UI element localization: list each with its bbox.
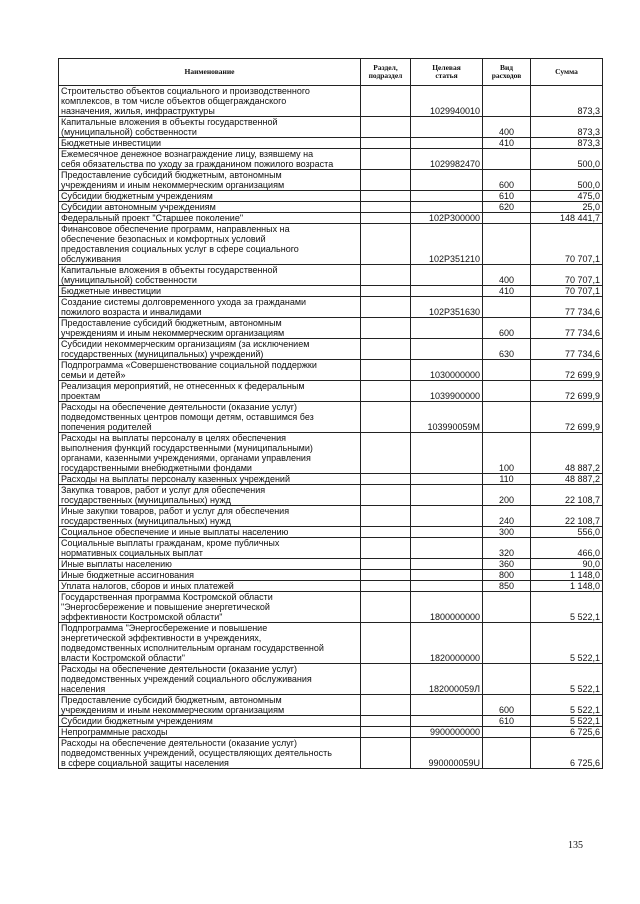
cell-kind [483, 738, 531, 769]
cell-name: Закупка товаров, работ и услуг для обеспечения государственных (муниципальных) нужд [59, 485, 361, 506]
cell-section [361, 297, 411, 318]
cell-sum: 5 522,1 [531, 623, 603, 664]
cell-kind [483, 297, 531, 318]
cell-name: Подпрограмма "Энергосбережение и повышение энергетической эффективности в учреждениях, подведомственных исполнительным органам государственной власти Костромской области" [59, 623, 361, 664]
cell-kind [483, 360, 531, 381]
cell-section [361, 485, 411, 506]
cell-name: Бюджетные инвестиции [59, 138, 361, 149]
cell-kind: 620 [483, 202, 531, 213]
cell-kind [483, 224, 531, 265]
cell-kind: 400 [483, 117, 531, 138]
cell-sum: 90,0 [531, 559, 603, 570]
table-row [59, 527, 603, 538]
table-row [59, 570, 603, 581]
cell-name: Расходы на выплаты персоналу в целях обеспечения выполнения функций государственными (муниципальными) органами, казенными учреждениями, органами управления государственными внебюджетными фондами [59, 433, 361, 474]
table-row [59, 559, 603, 570]
table-row [59, 202, 603, 213]
cell-kind: 600 [483, 695, 531, 716]
cell-name: Иные выплаты населению [59, 559, 361, 570]
cell-kind: 600 [483, 170, 531, 191]
cell-target: 1039900000 [411, 381, 483, 402]
cell-sum: 148 441,7 [531, 213, 603, 224]
cell-sum: 1 148,0 [531, 581, 603, 592]
cell-sum: 500,0 [531, 170, 603, 191]
cell-kind [483, 213, 531, 224]
table-row [59, 738, 603, 769]
cell-sum: 1 148,0 [531, 570, 603, 581]
cell-name: Субсидии бюджетным учреждениям [59, 716, 361, 727]
cell-name: Предоставление субсидий бюджетным, автономным учреждениям и иным некоммерческим организациям [59, 318, 361, 339]
cell-section [361, 538, 411, 559]
cell-name: Субсидии некоммерческим организациям (за исключением государственных (муниципальных) учреждений) [59, 339, 361, 360]
cell-section [361, 149, 411, 170]
cell-sum: 466,0 [531, 538, 603, 559]
table-header-row [59, 59, 603, 86]
cell-target [411, 191, 483, 202]
cell-kind [483, 623, 531, 664]
cell-target [411, 559, 483, 570]
cell-target [411, 570, 483, 581]
cell-kind: 600 [483, 318, 531, 339]
cell-target [411, 202, 483, 213]
cell-target [411, 170, 483, 191]
cell-target [411, 117, 483, 138]
table-row [59, 224, 603, 265]
table-row [59, 592, 603, 623]
cell-name: Непрограммные расходы [59, 727, 361, 738]
cell-name: Строительство объектов социального и производственного комплексов, в том числе объектов общегражданского назначения, жилья, инфраструктуры [59, 86, 361, 117]
table-row [59, 695, 603, 716]
table-row [59, 623, 603, 664]
table-row [59, 381, 603, 402]
table-row [59, 339, 603, 360]
cell-sum: 5 522,1 [531, 592, 603, 623]
cell-section [361, 318, 411, 339]
cell-name: Ежемесячное денежное вознаграждение лицу, взявшему на себя обязательства по уходу за гражданином пожилого возраста [59, 149, 361, 170]
table-row [59, 485, 603, 506]
table-row [59, 138, 603, 149]
cell-section [361, 506, 411, 527]
cell-section [361, 360, 411, 381]
cell-section [361, 339, 411, 360]
cell-section [361, 117, 411, 138]
cell-name: Создание системы долговременного ухода за гражданами пожилого возраста и инвалидами [59, 297, 361, 318]
table-row [59, 191, 603, 202]
cell-section [361, 559, 411, 570]
cell-name: Иные закупки товаров, работ и услуг для обеспечения государственных (муниципальных) нужд [59, 506, 361, 527]
table-row [59, 716, 603, 727]
cell-section [361, 592, 411, 623]
cell-target [411, 265, 483, 286]
cell-section [361, 170, 411, 191]
cell-kind [483, 402, 531, 433]
cell-target [411, 474, 483, 485]
table-row [59, 402, 603, 433]
cell-sum: 22 108,7 [531, 485, 603, 506]
cell-target [411, 506, 483, 527]
cell-name: Государственная программа Костромской области "Энергосбережение и повышение энергетической эффективности Костромской области" [59, 592, 361, 623]
cell-target [411, 716, 483, 727]
cell-sum: 6 725,6 [531, 727, 603, 738]
cell-target: 1029940010 [411, 86, 483, 117]
cell-target [411, 538, 483, 559]
cell-section [361, 286, 411, 297]
cell-target [411, 318, 483, 339]
cell-sum: 5 522,1 [531, 664, 603, 695]
cell-section [361, 664, 411, 695]
cell-kind: 200 [483, 485, 531, 506]
cell-target [411, 433, 483, 474]
page-number: 135 [568, 840, 583, 851]
cell-target: 182000059Л [411, 664, 483, 695]
cell-kind: 320 [483, 538, 531, 559]
cell-kind [483, 592, 531, 623]
table-row [59, 727, 603, 738]
cell-sum: 72 699,9 [531, 360, 603, 381]
cell-sum: 77 734,6 [531, 318, 603, 339]
cell-sum: 5 522,1 [531, 716, 603, 727]
cell-kind [483, 86, 531, 117]
table-row [59, 318, 603, 339]
cell-target [411, 581, 483, 592]
table-row [59, 506, 603, 527]
cell-target: 1800000000 [411, 592, 483, 623]
cell-section [361, 381, 411, 402]
budget-table [58, 58, 603, 769]
cell-kind: 610 [483, 716, 531, 727]
cell-sum: 70 707,1 [531, 286, 603, 297]
cell-sum: 48 887,2 [531, 474, 603, 485]
cell-name: Бюджетные инвестиции [59, 286, 361, 297]
cell-target: 990000059U [411, 738, 483, 769]
cell-target: 1820000000 [411, 623, 483, 664]
cell-section [361, 474, 411, 485]
cell-name: Расходы на обеспечение деятельности (оказание услуг) подведомственных центров помощи детям, оставшимся без попечения родителей [59, 402, 361, 433]
cell-section [361, 191, 411, 202]
cell-section [361, 213, 411, 224]
cell-kind: 300 [483, 527, 531, 538]
table-row [59, 474, 603, 485]
cell-name: Реализация мероприятий, не отнесенных к федеральным проектам [59, 381, 361, 402]
cell-target: 1030000000 [411, 360, 483, 381]
cell-target [411, 695, 483, 716]
cell-kind: 110 [483, 474, 531, 485]
header-sum: Сумма [531, 59, 603, 86]
table-row [59, 664, 603, 695]
cell-sum: 475,0 [531, 191, 603, 202]
cell-target [411, 527, 483, 538]
cell-target [411, 138, 483, 149]
cell-kind: 360 [483, 559, 531, 570]
table-row [59, 213, 603, 224]
cell-section [361, 202, 411, 213]
cell-section [361, 527, 411, 538]
cell-section [361, 570, 411, 581]
cell-target: 102P300000 [411, 213, 483, 224]
cell-section [361, 224, 411, 265]
cell-kind: 630 [483, 339, 531, 360]
header-target: Целевая статья [411, 59, 483, 86]
cell-name: Подпрограмма «Совершенствование социальной поддержки семьи и детей» [59, 360, 361, 381]
table-row [59, 86, 603, 117]
cell-target: 103990059M [411, 402, 483, 433]
cell-name: Федеральный проект "Старшее поколение" [59, 213, 361, 224]
header-name: Наименование [59, 59, 361, 86]
cell-section [361, 581, 411, 592]
cell-name: Социальное обеспечение и иные выплаты населению [59, 527, 361, 538]
cell-name: Финансовое обеспечение программ, направленных на обеспечение безопасных и комфортных условий предоставления социальных услуг в сфере социального обслуживания [59, 224, 361, 265]
cell-name: Социальные выплаты гражданам, кроме публичных нормативных социальных выплат [59, 538, 361, 559]
cell-sum: 70 707,1 [531, 224, 603, 265]
cell-name: Предоставление субсидий бюджетным, автономным учреждениям и иным некоммерческим организациям [59, 695, 361, 716]
cell-name: Капитальные вложения в объекты государственной (муниципальной) собственности [59, 117, 361, 138]
cell-target [411, 339, 483, 360]
cell-name: Иные бюджетные ассигнования [59, 570, 361, 581]
table-row [59, 538, 603, 559]
cell-target: 9900000000 [411, 727, 483, 738]
cell-name: Расходы на обеспечение деятельности (оказание услуг) подведомственных учреждений, осуществляющих деятельность в сфере социальной защиты населения [59, 738, 361, 769]
cell-target [411, 485, 483, 506]
cell-section [361, 86, 411, 117]
cell-section [361, 402, 411, 433]
cell-target [411, 286, 483, 297]
cell-kind: 410 [483, 138, 531, 149]
cell-sum: 6 725,6 [531, 738, 603, 769]
cell-target: 102P351210 [411, 224, 483, 265]
cell-sum: 72 699,9 [531, 381, 603, 402]
cell-sum: 72 699,9 [531, 402, 603, 433]
cell-target: 1029982470 [411, 149, 483, 170]
cell-name: Субсидии автономным учреждениям [59, 202, 361, 213]
cell-sum: 5 522,1 [531, 695, 603, 716]
cell-name: Капитальные вложения в объекты государственной (муниципальной) собственности [59, 265, 361, 286]
table-row [59, 286, 603, 297]
table-row [59, 265, 603, 286]
cell-section [361, 265, 411, 286]
cell-name: Субсидии бюджетным учреждениям [59, 191, 361, 202]
cell-section [361, 138, 411, 149]
cell-section [361, 695, 411, 716]
table-row [59, 149, 603, 170]
cell-kind [483, 664, 531, 695]
cell-section [361, 727, 411, 738]
cell-kind: 610 [483, 191, 531, 202]
cell-section [361, 716, 411, 727]
cell-kind: 400 [483, 265, 531, 286]
cell-sum: 25,0 [531, 202, 603, 213]
cell-sum: 77 734,6 [531, 297, 603, 318]
cell-kind [483, 727, 531, 738]
header-kind: Вид расходов [483, 59, 531, 86]
cell-kind: 850 [483, 581, 531, 592]
table-row [59, 170, 603, 191]
cell-name: Предоставление субсидий бюджетным, автономным учреждениям и иным некоммерческим организациям [59, 170, 361, 191]
cell-kind: 100 [483, 433, 531, 474]
cell-sum: 22 108,7 [531, 506, 603, 527]
cell-sum: 556,0 [531, 527, 603, 538]
table-row [59, 117, 603, 138]
cell-sum: 48 887,2 [531, 433, 603, 474]
cell-sum: 500,0 [531, 149, 603, 170]
cell-sum: 873,3 [531, 138, 603, 149]
header-section: Раздел, подраздел [361, 59, 411, 86]
cell-kind [483, 149, 531, 170]
cell-sum: 873,3 [531, 117, 603, 138]
table-row [59, 297, 603, 318]
cell-sum: 70 707,1 [531, 265, 603, 286]
cell-name: Расходы на обеспечение деятельности (оказание услуг) подведомственных учреждений социального обслуживания населения [59, 664, 361, 695]
cell-kind [483, 381, 531, 402]
table-row [59, 433, 603, 474]
cell-section [361, 433, 411, 474]
cell-kind: 240 [483, 506, 531, 527]
table-row [59, 581, 603, 592]
table-row [59, 360, 603, 381]
cell-section [361, 623, 411, 664]
cell-sum: 873,3 [531, 86, 603, 117]
cell-name: Расходы на выплаты персоналу казенных учреждений [59, 474, 361, 485]
cell-name: Уплата налогов, сборов и иных платежей [59, 581, 361, 592]
table-body [59, 86, 603, 769]
cell-sum: 77 734,6 [531, 339, 603, 360]
cell-kind: 800 [483, 570, 531, 581]
cell-section [361, 738, 411, 769]
cell-target: 102P351630 [411, 297, 483, 318]
cell-kind: 410 [483, 286, 531, 297]
